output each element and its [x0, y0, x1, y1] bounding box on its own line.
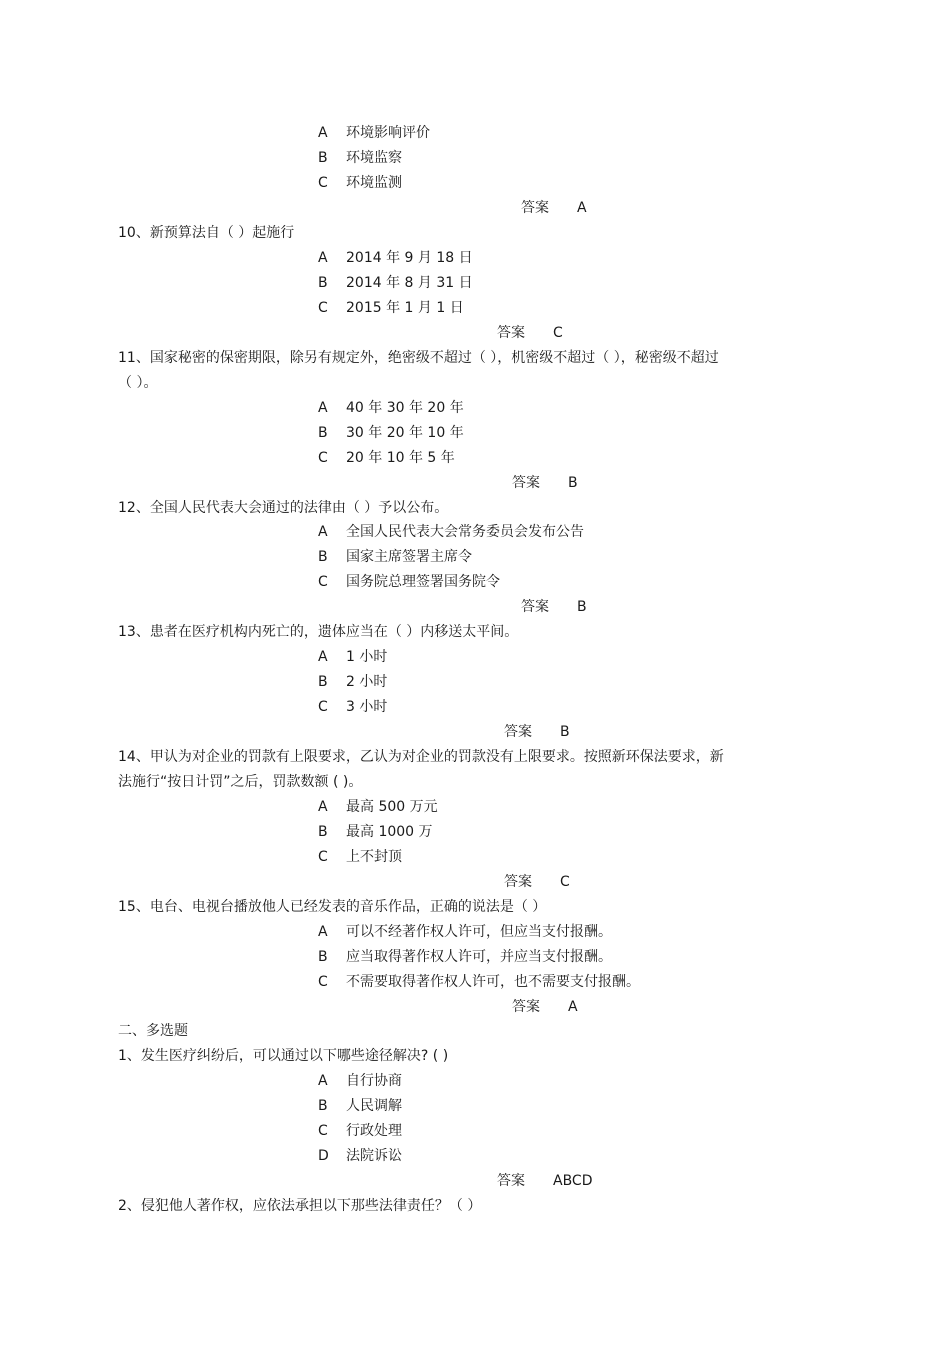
option-13-c: C 3 小时 — [318, 699, 388, 715]
section-heading-multiple-choice: 二、多选题 — [118, 1023, 188, 1039]
option-14-c: C 上不封顶 — [318, 849, 402, 865]
question-12: 12、全国人民代表大会通过的法律由（ ）予以公布。 — [118, 500, 449, 516]
answer-10: 答案 C — [497, 325, 563, 341]
question-14: 14、甲认为对企业的罚款有上限要求，乙认为对企业的罚款没有上限要求。按照新环保法要求，新 — [118, 749, 724, 765]
multi-question-1: 1、发生医疗纠纷后，可以通过以下哪些途径解决? ( ) — [118, 1048, 449, 1064]
multi-answer-1: 答案 ABCD — [497, 1173, 593, 1189]
answer-12: 答案 B — [521, 599, 587, 615]
option-11-a: A 40 年 30 年 20 年 — [318, 400, 464, 416]
answer-11: 答案 B — [512, 475, 578, 491]
option-12-b: B 国家主席签署主席令 — [318, 549, 472, 565]
multi-option-1-a: A 自行协商 — [318, 1073, 402, 1089]
option-12-a: A 全国人民代表大会常务委员会发布公告 — [318, 524, 584, 540]
option-11-c: C 20 年 10 年 5 年 — [318, 450, 455, 466]
option-9-b: B 环境监察 — [318, 150, 402, 166]
question-10: 10、新预算法自（ ）起施行 — [118, 225, 295, 241]
option-9-a: A 环境影响评价 — [318, 125, 430, 141]
option-10-c: C 2015 年 1 月 1 日 — [318, 300, 464, 316]
multi-option-1-b: B 人民调解 — [318, 1098, 402, 1114]
option-10-b: B 2014 年 8 月 31 日 — [318, 275, 473, 291]
option-10-a: A 2014 年 9 月 18 日 — [318, 250, 473, 266]
answer-14: 答案 C — [504, 874, 570, 890]
question-15: 15、电台、电视台播放他人已经发表的音乐作品，正确的说法是（ ） — [118, 899, 547, 915]
question-11: 11、国家秘密的保密期限，除另有规定外，绝密级不超过（ ），机密级不超过（ ），秘密级不超过 — [118, 350, 719, 366]
question-14-cont: 法施行“按日计罚”之后，罚款数额 ( )。 — [118, 774, 363, 790]
question-11-cont: （ ）。 — [118, 375, 158, 391]
option-14-a: A 最高 500 万元 — [318, 799, 438, 815]
option-15-a: A 可以不经著作权人许可，但应当支付报酬。 — [318, 924, 612, 940]
option-13-b: B 2 小时 — [318, 674, 388, 690]
multi-question-2: 2、侵犯他人著作权，应依法承担以下那些法律责任？（ ） — [118, 1198, 482, 1214]
question-13: 13、患者在医疗机构内死亡的，遗体应当在（ ）内移送太平间。 — [118, 624, 519, 640]
option-14-b: B 最高 1000 万 — [318, 824, 433, 840]
option-13-a: A 1 小时 — [318, 649, 388, 665]
option-15-c: C 不需要取得著作权人许可，也不需要支付报酬。 — [318, 974, 640, 990]
multi-option-1-c: C 行政处理 — [318, 1123, 402, 1139]
answer-15: 答案 A — [512, 999, 578, 1015]
option-12-c: C 国务院总理签署国务院令 — [318, 574, 500, 590]
option-11-b: B 30 年 20 年 10 年 — [318, 425, 464, 441]
option-15-b: B 应当取得著作权人许可，并应当支付报酬。 — [318, 949, 612, 965]
multi-option-1-d: D 法院诉讼 — [318, 1148, 402, 1164]
answer-9: 答案 A — [521, 200, 587, 216]
answer-13: 答案 B — [504, 724, 570, 740]
option-9-c: C 环境监测 — [318, 175, 402, 191]
